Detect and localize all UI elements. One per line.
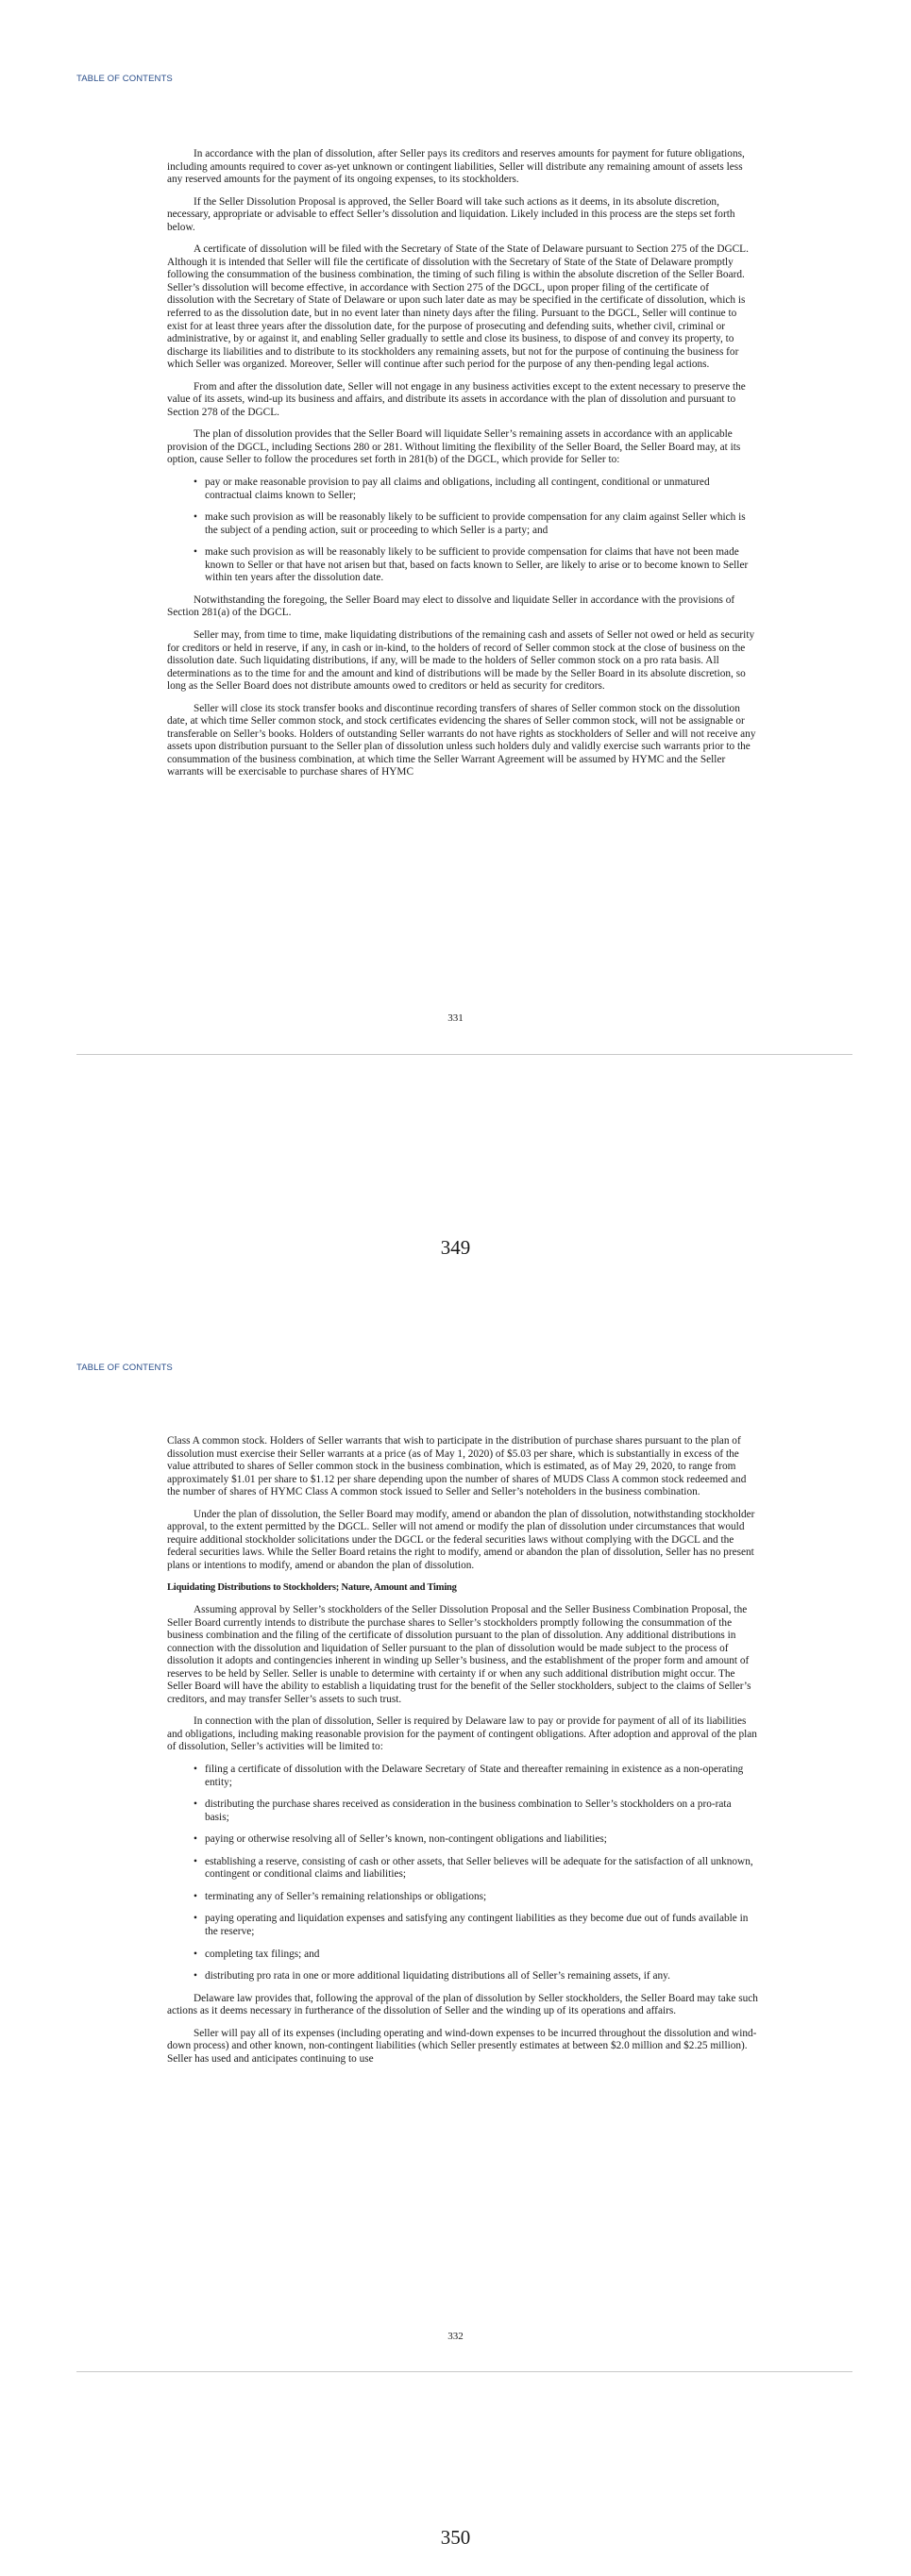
paragraph: From and after the dissolution date, Seller will not engage in any business activities except to the extent necessary to preserve the value of its assets, wind-up its business and affairs, and distribute its assets in accordance with the plan of dissolution and pursuant to Section 278 of the DGCL. xyxy=(167,380,746,418)
list-item: • filing a certificate of dissolution with the Delaware Secretary of State and thereafter remaining in existence as a non-operating entity; xyxy=(167,1764,758,1789)
paragraph: A certificate of dissolution will be filed with the Secretary of State of the State of Delaware pursuant to Section 275 of the DGCL. Although it is intended that Seller will file the certificate of dissolution with the Secretary of State of the State of Delaware promptly following the consummation of the business combination, the timing of such filing is within the absolute discretion of the Seller Board. Seller’s dissolution will become effective, in accordance with Section 275 of the DGCL, upon proper filing of the certificate of dissolution with the Secretary of State of Delaware or upon such later date as may be specified in the certificate of dissolution, which is referred to as the dissolution date, but in no event later than ninety days after the filing. Pursuant to the DGCL, Seller will continue to exist for at least three years after the dissolution date, for the purpose of prosecuting and defending suits, whether civil, criminal or administrative, by or against it, and enabling Seller gradually to settle and close its business, to dispose of and convey its property, to discharge its liabilities and to distribute to its stockholders any remaining assets, but not for the purpose of continuing the business for which Seller was organized. Moreover, Seller will continue after such period for the purpose of any then-pending legal actions. xyxy=(167,243,749,371)
pdf-page-number: 349 xyxy=(440,1236,471,1259)
paragraph: In accordance with the plan of dissolution, after Seller pays its creditors and reserves amounts for payment for future obligations, including amounts required to cover as-yet unknown or contingent liabilities, Seller will distribute any remaining amount of assets less any reserved amounts for the payment of its ongoing expenses, to its stockholders. xyxy=(167,148,745,186)
paragraph: Under the plan of dissolution, the Seller Board may modify, amend or abandon the plan of dissolution, notwithstanding stockholder approval, to the extent permitted by the DGCL. Seller will not amend or modify the plan of dissolution under circumstances that would require additional stockholder solicitations under the DGCL or the federal securities laws without complying with the DGCL and the federal securities laws. While the Seller Board retains the right to modify, amend or abandon the plan of dissolution, Seller has no present plans or intentions to modify, amend or abandon the plan of dissolution. xyxy=(167,1508,755,1571)
page-332-body xyxy=(167,1435,758,2075)
paragraph: Notwithstanding the foregoing, the Seller Board may elect to dissolve and liquidate Seller in accordance with the provisions of Section 281(a) of the DGCL. xyxy=(167,594,735,619)
list-item: • distributing pro rata in one or more additional liquidating distributions all of Seller’s remaining assets, if any. xyxy=(167,1970,758,1983)
paragraph: Seller may, from time to time, make liquidating distributions of the remaining cash and assets of Seller not owed or held as security for creditors or held in reserve, if any, in cash or in-kind, to the holders of record of Seller common stock at the close of business on the dissolution date. Such liquidating distributions, if any, will be made to the holders of Seller common stock on a pro rata basis. All determinations as to the time for and the amount and kind of distributions will be made by the Seller Board in its absolute discretion, so long as the Seller Board does not distribute amounts owed to creditors or held as security for creditors. xyxy=(167,628,755,693)
list-item: • make such provision as will be reasonably likely to be sufficient to provide compensation for any claim against Seller which is the subject of a pending action, suit or proceeding to which Seller is a party; and xyxy=(167,511,758,537)
paragraph: Seller will pay all of its expenses (including operating and wind-down expenses to be incurred throughout the dissolution and wind-down process) and other known, non-contingent liabilities (which Seller presently estimates at between $2.0 million and $2.25 million). Seller has used and anticipates continuing to use xyxy=(167,2027,757,2065)
table-of-contents-link[interactable]: TABLE OF CONTENTS xyxy=(76,74,173,84)
bullet-list xyxy=(167,1764,758,1983)
bullet-list xyxy=(167,477,758,585)
list-item: • terminating any of Seller’s remaining relationships or obligations; xyxy=(167,1891,758,1904)
paragraph: In connection with the plan of dissolution, Seller is required by Delaware law to pay or provide for payment of all of its liabilities and obligations, including making reasonable provision for the payment of contingent obligations. After adoption and approval of the plan of dissolution, Seller’s activities will be limited to: xyxy=(167,1715,757,1753)
list-item: • paying or otherwise resolving all of Seller’s known, non-contingent obligations and liabilities; xyxy=(167,1833,758,1847)
page-number: 331 xyxy=(447,1012,464,1024)
page-number: 332 xyxy=(447,2331,464,2342)
list-item: • distributing the purchase shares received as consideration in the business combination to Seller’s stockholders on a pro-rata basis; xyxy=(167,1798,758,1824)
paragraph: The plan of dissolution provides that the Seller Board will liquidate Seller’s remaining assets in accordance with an applicable provision of the DGCL, including Sections 280 or 281. Without limiting the flexibility of the Seller Board, the Seller Board may, at its option, cause Seller to follow the procedures set forth in 281(b) of the DGCL, which provide for Seller to: xyxy=(167,428,741,466)
list-item: • paying operating and liquidation expenses and satisfying any contingent liabilities as they become due out of funds available in the reserve; xyxy=(167,1913,758,1938)
paragraph: Seller will close its stock transfer books and discontinue recording transfers of shares of Seller common stock on the dissolution date, at which time Seller common stock, and stock certificates evidencing the shares of Seller common stock, will not be assignable or transferable on Seller’s books. Holders of outstanding Seller warrants do not have rights as stockholders of Seller and will not receive any assets upon distribution pursuant to the Seller plan of dissolution unless such holders duly and validly exercise such warrants prior to the consummation of the business combination, at which time the Seller Warrant Agreement will be assumed by HYMC and the Seller warrants will be exercisable to purchase shares of HYMC xyxy=(167,702,756,778)
paragraph: Delaware law provides that, following the approval of the plan of dissolution by Seller stockholders, the Seller Board may take such actions as it deems necessary in furtherance of the dissolution of Seller and the winding up of its operations and affairs. xyxy=(167,1992,758,2017)
page-divider xyxy=(76,1054,852,1055)
paragraph: Assuming approval by Seller’s stockholders of the Seller Dissolution Proposal and the Seller Business Combination Proposal, the Seller Board currently intends to distribute the purchase shares to Seller’s stockholders promptly following the consummation of the business combination and the filing of the certificate of dissolution pursuant to the plan of dissolution. Any additional distributions in connection with the dissolution and liquidation of Seller pursuant to the plan of dissolution would be made subject to the process of dissolution it adopts and contingencies inherent in winding up Seller’s business, and the establishment of the proper form and amount of reserves to be held by Seller. Seller is unable to determine with certainty if or when any such additional distribution might occur. The Seller Board will have the ability to establish a liquidating trust for the benefit of the Seller stockholders, subject to the claims of Seller’s creditors, and may transfer Seller’s assets to such trust. xyxy=(167,1604,751,1705)
paragraph: If the Seller Dissolution Proposal is approved, the Seller Board will take such actions as it deems, in its absolute discretion, necessary, appropriate or advisable to effect Seller’s dissolution and liquidation. Likely included in this process are the steps set forth below. xyxy=(167,195,735,233)
table-of-contents-link[interactable]: TABLE OF CONTENTS xyxy=(76,1363,173,1373)
page-331-body xyxy=(167,148,758,789)
list-item: • establishing a reserve, consisting of cash or other assets, that Seller believes will be adequate for the satisfaction of all unknown, contingent or conditional claims and liabilities; xyxy=(167,1856,758,1882)
page-divider xyxy=(76,2371,852,2372)
list-item: • make such provision as will be reasonably likely to be sufficient to provide compensation for claims that have not been made known to Seller or that have not arisen but that, based on facts known to Seller, are likely to arise or to become known to Seller within ten years after the dissolution date. xyxy=(167,546,758,585)
section-heading: Liquidating Distributions to Stockholders; Nature, Amount and Timing xyxy=(167,1582,457,1594)
pdf-page-number: 350 xyxy=(440,2526,471,2549)
list-item: • completing tax filings; and xyxy=(167,1949,758,1962)
list-item: • pay or make reasonable provision to pay all claims and obligations, including all contingent, conditional or unmatured contractual claims known to Seller; xyxy=(167,477,758,502)
paragraph: Class A common stock. Holders of Seller warrants that wish to participate in the distribution of purchase shares pursuant to the plan of dissolution must exercise their Seller warrants at a price (as of May 1, 2020) of $5.03 per share, which is substantially in excess of the value attributed to shares of Seller common stock in the business combination, which is estimated, as of May 29, 2020, to range from approximately $1.01 per share to $1.12 per share depending upon the number of shares of MUDS Class A common stock redeemed and the number of shares of HYMC Class A common stock issued to Seller and Seller’s noteholders in the business combination. xyxy=(167,1435,747,1498)
